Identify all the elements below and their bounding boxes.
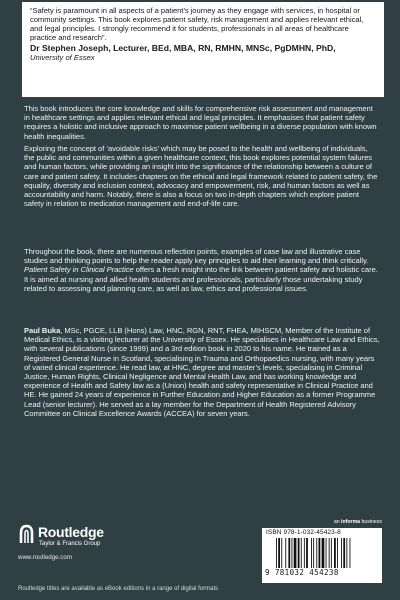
book-title-inline: Patient Safety in Clinical Practice [24, 265, 134, 275]
publisher-website: www.routledge.com [18, 554, 72, 561]
imprint-prefix: an [333, 519, 342, 525]
routledge-logo-icon [18, 524, 35, 544]
endorsement-affiliation: University of Essex [30, 53, 95, 63]
barcode-block [262, 519, 382, 583]
author-bio-text: , MSc, PGCE, LLB (Hons) Law, HNC, RGN, RNT, FHEA, MIHSCM, Member of the Institute of Medical Ethics, is a visiting lecturer at the University of Essex. He specialises in Healthcare Law and Ethics, with several publications (since 1999) and a 3rd edition book in 2020 to his name. He trained as a Registered General Nurse in Scotland, specialising in Trauma and Orthopaedics nursing, with many years of varied clinical experience. He read law, at HNC, degree and master’s levels, specialising in Criminal Justice, Human Rights, Clinical Negligence and Mental Health Law, and has working knowledge and experience of Health and Safety law as a (Union) health and safety representative in Clinical Practice and HE. He gained 24 years of experience in Further Education and Higher Education as a former Programme Lead (senior lecturer). He served as a lay member for the Department of Health Registered Advisory Committee on Clinical Excellence Awards (ACCEA) for seven years. [24, 326, 380, 418]
publisher-logo-block [18, 524, 158, 564]
blurb-paragraph-avoidable-risks: Exploring the concept of ‘avoidable risks’ which may be posed to the health and wellbeing of individuals, the public and communities within a given healthcare context, this book explores potential system failures and human factors, while providing an insight into the significance of the relationship between a culture of care and patient safety. It includes chapters on the ethical and legal framework related to patient safety, the equality, diversity and inclusion context, advocacy and empowerment, risk, and human factors as well as accountability and harm. Notably, there is also a focus on two in-depth chapters which explore patient safety in relation to medication management and end-of-life care. [24, 144, 378, 209]
blurb-paragraph-intro: This book introduces the core knowledge and skills for comprehensive risk assessment and management in healthcare settings and applies relevant ethical and legal principles. It emphasises that patient safety requires a holistic and inclusive approach to maximise patient wellbeing in a diverse population with known health inequalities. [24, 104, 377, 141]
ebook-availability-note: Routledge titles are available as eBook editions in a range of digital formats [18, 586, 219, 592]
endorsement-quote-box [22, 2, 384, 97]
endorsement-quote-text: “Safety is paramount in all aspects of a patient’s journey as they engage with services, in hospital or community settings. This book explores patient safety, risk management and applies relevant ethical, and legal principles. I strongly recommend it for students, professionals in all areas of healthcare practice and research”. [30, 6, 364, 43]
publisher-name: Routledge [38, 524, 104, 540]
blurb-paragraph-reflection [24, 247, 380, 293]
endorsement-author: Dr Stephen Joseph, Lecturer, BEd, MBA, RN, RMHN, MNSc, PgDMHN, PhD, [30, 43, 336, 54]
imprint-brand: informa [341, 519, 361, 525]
barcode-card [262, 528, 382, 583]
publisher-subtitle: Taylor & Francis Group [39, 541, 101, 547]
barcode-bars [276, 538, 376, 568]
blurb-p3-text-a: Throughout the book, there are numerous reflection points, examples of case law and illustrative case studies and thinking points to help the reader apply key principles to aid their learning and think critically. [24, 247, 369, 266]
author-bio-paragraph [24, 326, 380, 418]
barcode-digits: 9 781032 454238 [265, 568, 339, 577]
informa-imprint [262, 519, 382, 525]
imprint-suffix: business [360, 519, 382, 525]
author-name: Paul Buka [24, 326, 61, 335]
isbn-label: ISBN 978-1-032-45423-8 [266, 529, 341, 536]
blurb-p3-text-b: offers a fresh insight into the link between patient safety and holistic care. It is aimed at nursing and allied health students and professionals, particularly those undertaking study related to assessing and planning care, as well as law, ethics and professional issues. [24, 265, 378, 293]
